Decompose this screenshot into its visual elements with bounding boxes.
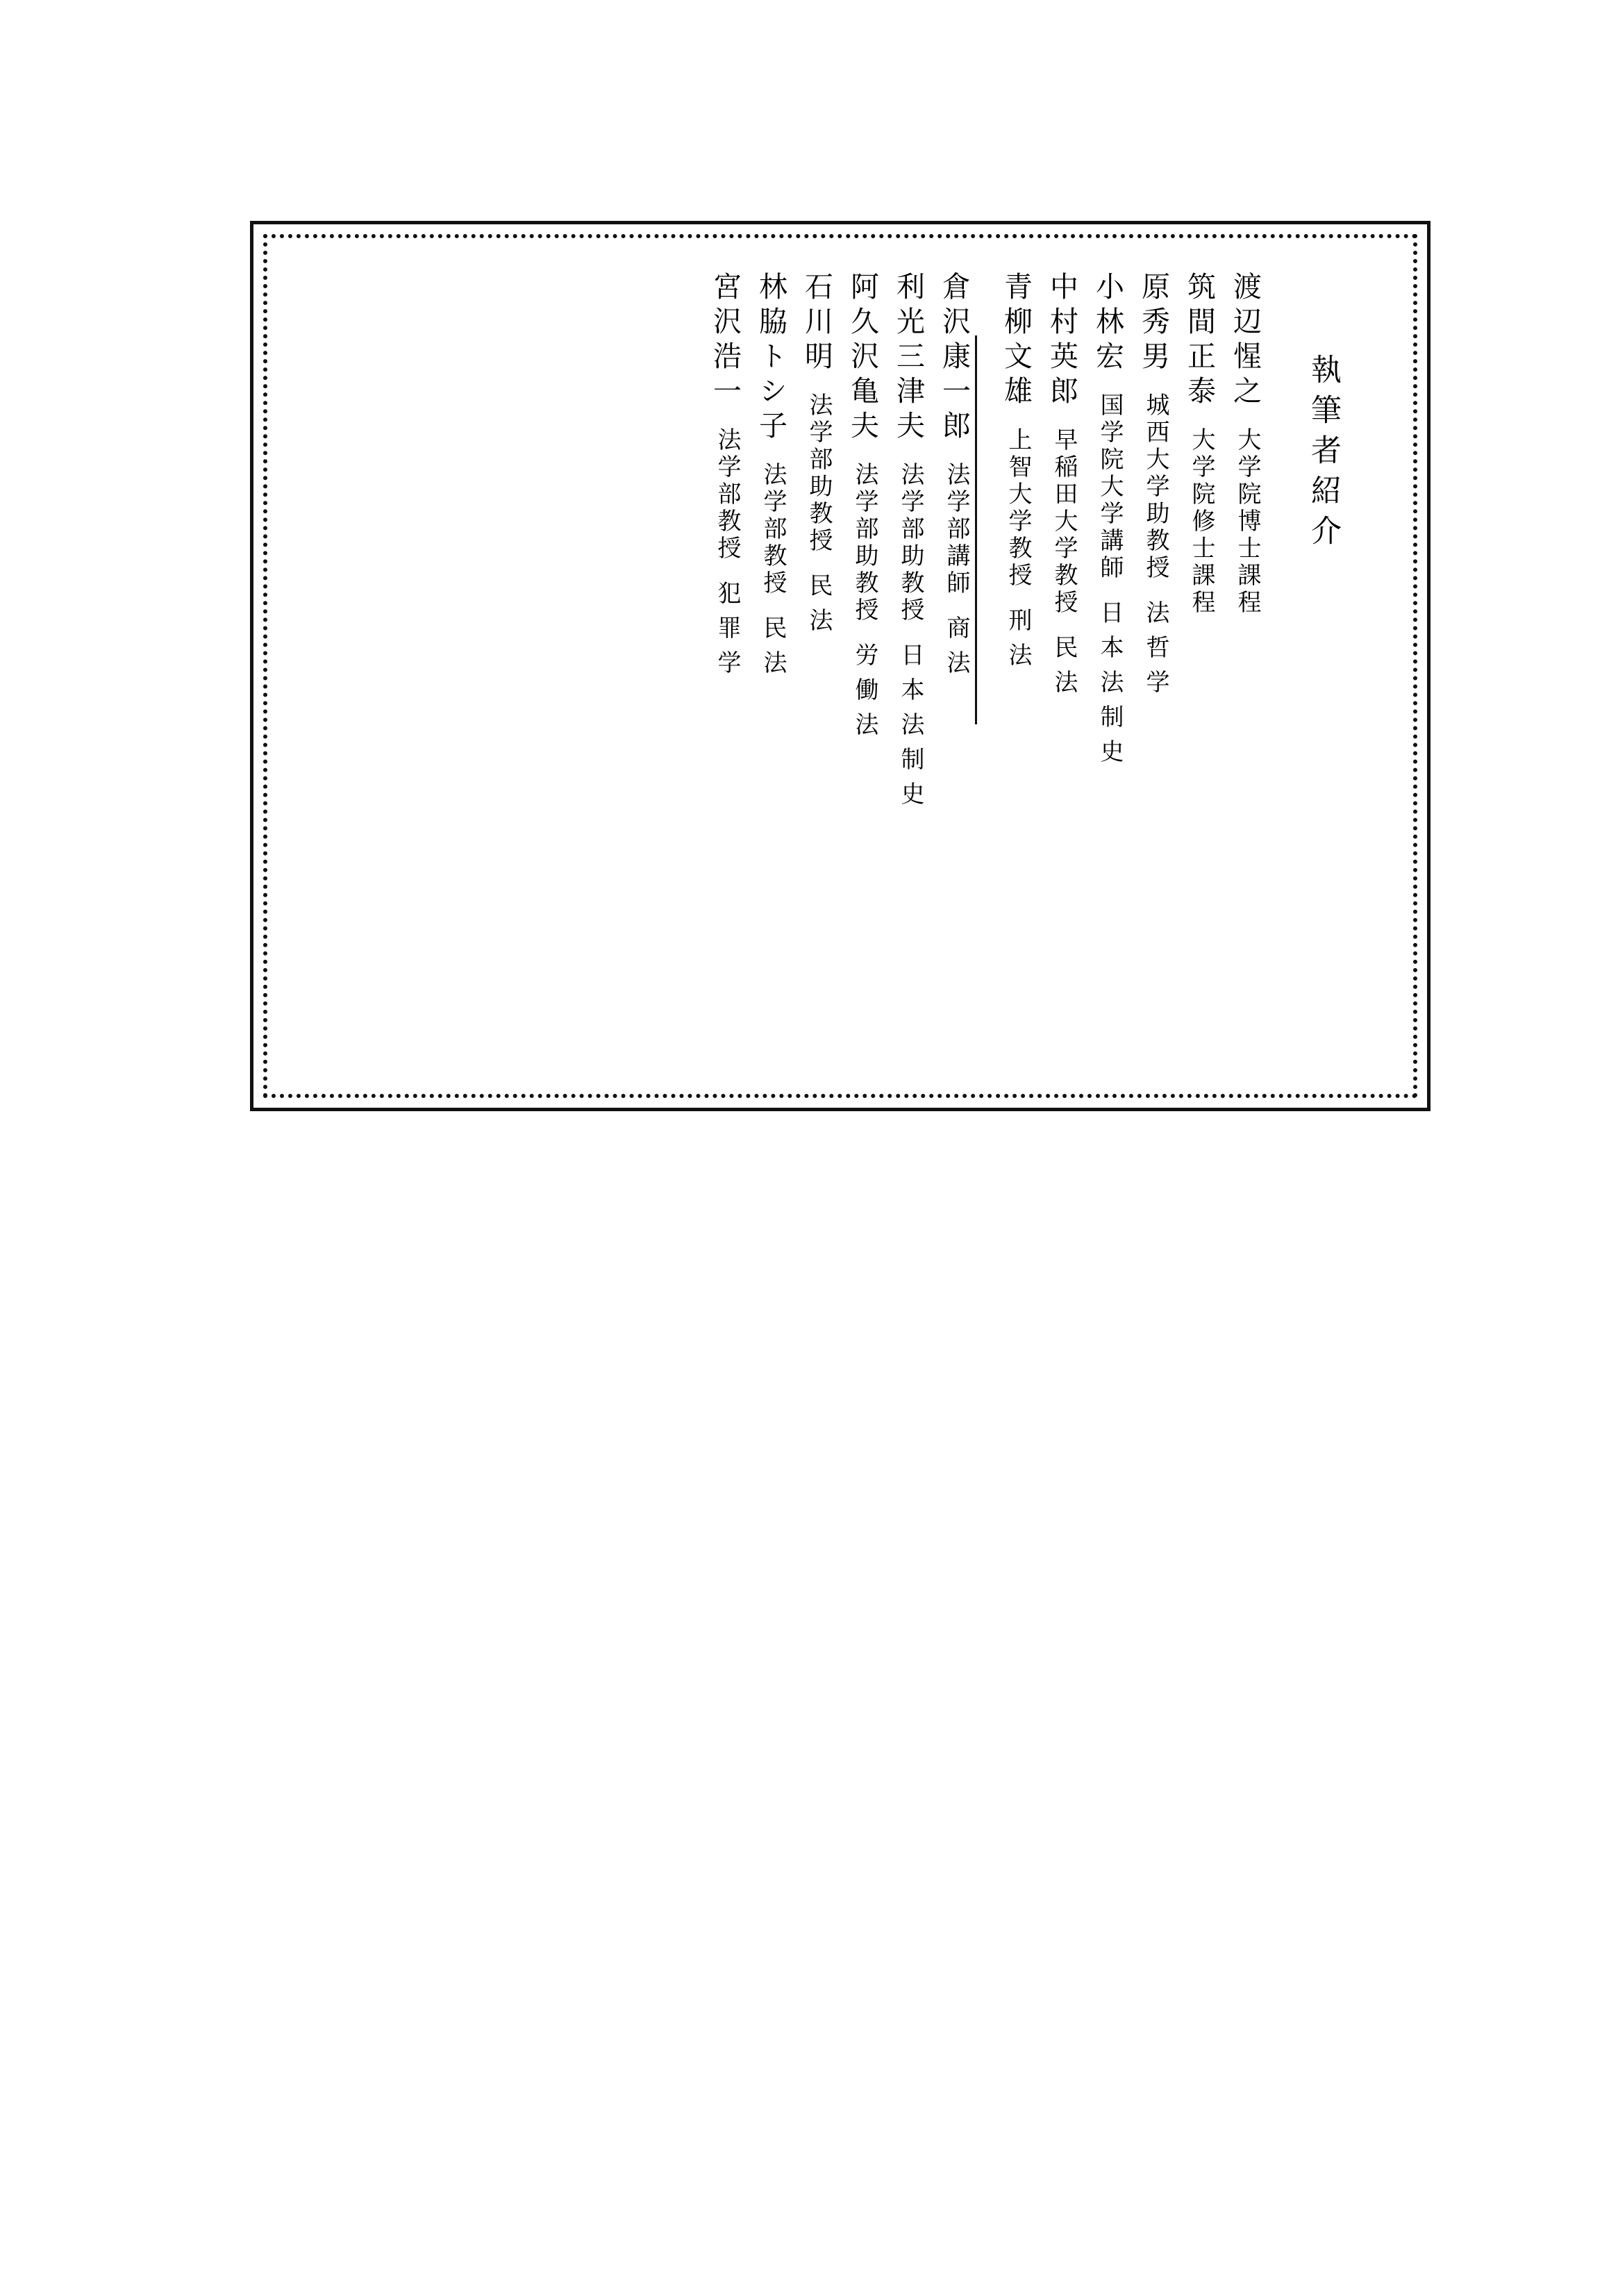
contributor-entry (831, 272, 879, 1049)
contributor-entry (1167, 272, 1216, 1049)
contributor-affiliation: 大学院博士課程 (1233, 427, 1261, 617)
group-separator-rule (975, 335, 977, 724)
contributor-name: 倉沢康一郎 (937, 272, 971, 445)
contributor-entry (693, 272, 742, 1049)
contributor-name: 阿久沢亀夫 (846, 272, 879, 445)
contributor-affiliation: 法学部助教授 (805, 392, 833, 555)
contributor-entry (922, 272, 971, 1049)
contributor-field: 民法 (805, 573, 833, 642)
contributor-entry (1213, 272, 1262, 1049)
contributor-field: 労働法 (851, 642, 878, 747)
contributor-affiliation: 国学院大学講師 (1096, 392, 1124, 582)
contributor-field: 犯罪学 (713, 581, 741, 685)
contributor-affiliation: 城西大学助教授 (1142, 392, 1169, 582)
contributor-field: 日本法制史 (1096, 600, 1124, 774)
contributor-name: 林脇トシ子 (754, 272, 787, 445)
contributor-entry (785, 272, 831, 1049)
contributor-name: 小林宏 (1091, 272, 1124, 376)
contributor-field: 商法 (942, 615, 970, 685)
contributor-name: 宮沢浩一 (708, 272, 742, 410)
contributor-entry (876, 272, 925, 1049)
contributor-name: 渡辺惺之 (1228, 272, 1262, 410)
contributor-field: 刑法 (1004, 608, 1032, 677)
contributor-name: 中村英郎 (1045, 272, 1078, 410)
contributor-field: 日本法制史 (896, 642, 924, 816)
contributor-field: 民法 (1050, 635, 1078, 704)
contributor-affiliation: 大学院修士課程 (1187, 427, 1215, 617)
contributor-affiliation: 法学部教授 (759, 462, 787, 597)
contributor-name: 利光三津夫 (892, 272, 925, 445)
contributor-entry (1076, 272, 1124, 1049)
contributor-affiliation: 早稲田大学教授 (1050, 427, 1078, 617)
contributor-entry (1121, 272, 1170, 1049)
contributor-affiliation: 法学部教授 (713, 427, 741, 563)
contributor-name: 石川明 (800, 272, 833, 376)
contributor-field: 法哲学 (1142, 600, 1169, 704)
contributor-affiliation: 法学部講師 (942, 462, 970, 597)
contributor-affiliation: 法学部助教授 (896, 462, 924, 624)
contributor-entries (693, 272, 1262, 1049)
contributor-name: 原秀男 (1137, 272, 1170, 376)
contributor-affiliation: 法学部助教授 (851, 462, 878, 624)
contributor-entry (984, 272, 1033, 1049)
contributor-list-inner-border (263, 234, 1417, 1098)
page-title: 執筆者紹介 (1306, 353, 1341, 555)
contributor-list-frame (250, 221, 1431, 1111)
contributor-affiliation: 上智大学教授 (1004, 427, 1032, 590)
contributor-field: 民法 (759, 615, 787, 685)
contributor-name: 筑間正泰 (1183, 272, 1216, 410)
contributor-entry (739, 272, 785, 1049)
contributor-name: 青柳文雄 (999, 272, 1033, 410)
contributor-entry (1030, 272, 1076, 1049)
contributor-list-content (301, 272, 1380, 1060)
